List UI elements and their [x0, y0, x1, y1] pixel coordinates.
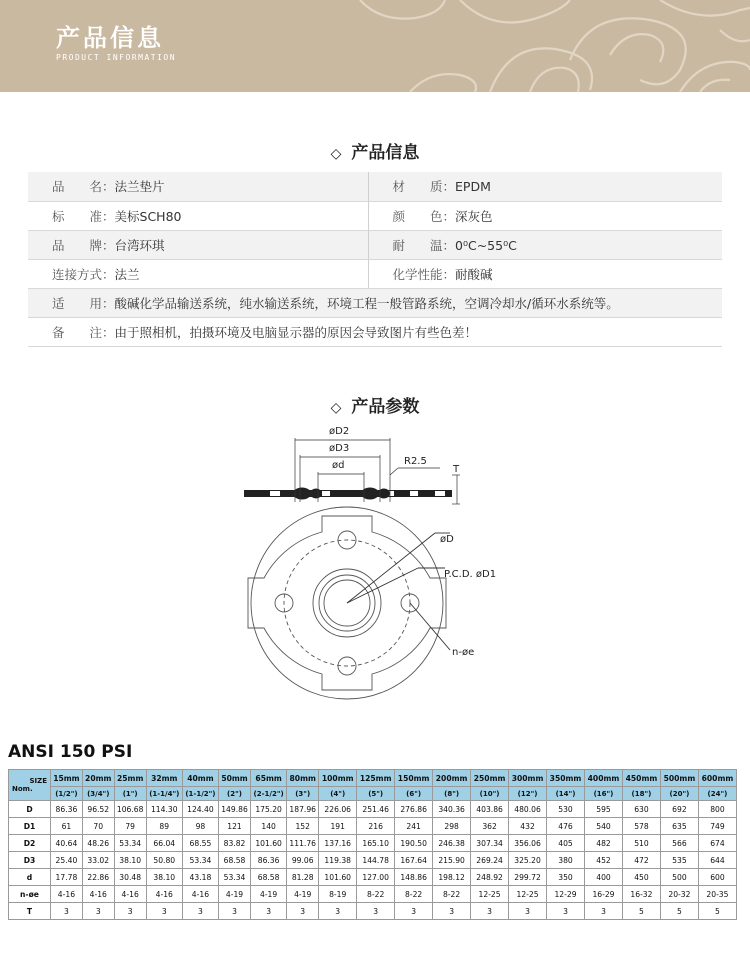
spec-cell: 8-22 — [357, 886, 395, 903]
spec-cell: 17.78 — [51, 869, 83, 886]
spec-cell: 307.34 — [471, 835, 509, 852]
product-info-table — [28, 172, 722, 347]
spec-cell: 12-29 — [547, 886, 585, 903]
spec-cell: 3 — [182, 903, 218, 920]
spec-cell: 53.34 — [182, 852, 218, 869]
spec-cell: 96.52 — [82, 801, 114, 818]
spec-cell: 106.68 — [114, 801, 146, 818]
size-mm-header: 500mm — [660, 770, 698, 787]
note-label: 备 注： — [52, 324, 115, 340]
spec-cell: 4-16 — [82, 886, 114, 903]
spec-cell: 692 — [660, 801, 698, 818]
spec-cell: 121 — [219, 818, 251, 835]
spec-cell: 578 — [622, 818, 660, 835]
spec-cell: 187.96 — [287, 801, 319, 818]
spec-cell: 8-22 — [395, 886, 433, 903]
spec-cell: 175.20 — [251, 801, 287, 818]
spec-cell: 4-16 — [114, 886, 146, 903]
spec-cell: 68.55 — [182, 835, 218, 852]
spec-cell: 644 — [698, 852, 736, 869]
info-row-usage — [28, 288, 722, 317]
param-heading-text: 产品参数 — [351, 397, 420, 417]
gasket-profile — [244, 488, 452, 500]
spec-cell: 191 — [319, 818, 357, 835]
spec-cell: 215.90 — [433, 852, 471, 869]
size-in-header: (14") — [547, 787, 585, 801]
spec-cell: 482 — [585, 835, 623, 852]
spec-row-label: n-øe — [9, 886, 51, 903]
spec-cell: 68.58 — [219, 852, 251, 869]
label-r: R2.5 — [404, 456, 427, 467]
size-mm-header: 150mm — [395, 770, 433, 787]
label-t: T — [453, 464, 460, 475]
size-mm-header: 250mm — [471, 770, 509, 787]
info-value: 美标SCH80 — [114, 208, 182, 224]
spec-cell: 4-19 — [251, 886, 287, 903]
size-mm-header: 450mm — [622, 770, 660, 787]
size-in-header: (16") — [585, 787, 623, 801]
spec-cell: 114.30 — [146, 801, 182, 818]
spec-row — [9, 818, 737, 835]
info-value: 耐酸碱 — [455, 266, 493, 282]
spec-cell: 472 — [622, 852, 660, 869]
spec-cell: 8-19 — [319, 886, 357, 903]
spec-row-label: D1 — [9, 818, 51, 835]
info-heading — [0, 138, 750, 163]
spec-cell: 299.72 — [509, 869, 547, 886]
spec-cell: 3 — [51, 903, 83, 920]
spec-cell: 16-29 — [585, 886, 623, 903]
spec-cell: 450 — [622, 869, 660, 886]
size-mm-header: 15mm — [51, 770, 83, 787]
size-mm-header: 200mm — [433, 770, 471, 787]
size-mm-header: 40mm — [182, 770, 218, 787]
banner-title: 产品信息 — [56, 24, 164, 52]
gasket-front-view — [248, 507, 450, 699]
size-in-header: (1-1/4") — [146, 787, 182, 801]
spec-row — [9, 886, 737, 903]
spec-cell: 25.40 — [51, 852, 83, 869]
spec-cell: 3 — [82, 903, 114, 920]
label-d3: øD3 — [329, 443, 350, 454]
spec-cell: 226.06 — [319, 801, 357, 818]
banner-subtitle: PRODUCT INFORMATION — [56, 53, 177, 62]
spec-cell: 148.86 — [395, 869, 433, 886]
size-in-header: (2") — [219, 787, 251, 801]
spec-cell: 248.92 — [471, 869, 509, 886]
spec-cell: 20-35 — [698, 886, 736, 903]
spec-cell: 167.64 — [395, 852, 433, 869]
size-in-header: (1/2") — [51, 787, 83, 801]
spec-cell: 476 — [547, 818, 585, 835]
size-mm-header: 25mm — [114, 770, 146, 787]
spec-cell: 405 — [547, 835, 585, 852]
spec-cell: 119.38 — [319, 852, 357, 869]
spec-cell: 5 — [622, 903, 660, 920]
spec-cell: 400 — [585, 869, 623, 886]
spec-cell: 83.82 — [219, 835, 251, 852]
spec-table — [8, 769, 737, 920]
gasket-diagram — [240, 420, 497, 742]
info-label: 颜 色： — [392, 208, 456, 224]
info-heading-text: 产品信息 — [351, 143, 420, 163]
info-value: 法兰垫片 — [114, 179, 165, 195]
cloud-pattern-icon — [230, 0, 750, 92]
spec-cell: 241 — [395, 818, 433, 835]
info-label: 材 质： — [392, 179, 456, 195]
corner-nom: Nom. — [12, 785, 33, 793]
spec-cell: 89 — [146, 818, 182, 835]
spec-cell: 140 — [251, 818, 287, 835]
spec-cell: 3 — [319, 903, 357, 920]
size-mm-header: 32mm — [146, 770, 182, 787]
info-label: 品 名： — [52, 179, 115, 195]
spec-cell: 600 — [698, 869, 736, 886]
spec-cell: 510 — [622, 835, 660, 852]
spec-cell: 190.50 — [395, 835, 433, 852]
spec-cell: 3 — [395, 903, 433, 920]
size-in-header: (24") — [698, 787, 736, 801]
spec-cell: 101.60 — [319, 869, 357, 886]
spec-cell: 350 — [547, 869, 585, 886]
spec-cell: 20-32 — [660, 886, 698, 903]
spec-row-label: D — [9, 801, 51, 818]
size-in-header: (12") — [509, 787, 547, 801]
note-value: 由于照相机，拍摄环境及电脑显示器的原因会导致图片有些色差！ — [114, 324, 478, 340]
size-mm-header: 20mm — [82, 770, 114, 787]
spec-cell: 566 — [660, 835, 698, 852]
spec-cell: 8-22 — [433, 886, 471, 903]
spec-cell: 61 — [51, 818, 83, 835]
size-in-header: (2-1/2") — [251, 787, 287, 801]
spec-cell: 340.36 — [433, 801, 471, 818]
spec-cell: 127.00 — [357, 869, 395, 886]
spec-row — [9, 801, 737, 818]
spec-cell: 3 — [146, 903, 182, 920]
size-in-header: (20") — [660, 787, 698, 801]
spec-cell: 12-25 — [471, 886, 509, 903]
spec-cell: 40.64 — [51, 835, 83, 852]
spec-cell: 111.76 — [287, 835, 319, 852]
spec-cell: 38.10 — [114, 852, 146, 869]
label-outer-d: øD — [440, 534, 454, 545]
size-in-header: (18") — [622, 787, 660, 801]
spec-cell: 540 — [585, 818, 623, 835]
spec-cell: 246.38 — [433, 835, 471, 852]
info-row — [28, 201, 722, 230]
info-value: EPDM — [455, 179, 491, 195]
spec-cell: 50.80 — [146, 852, 182, 869]
spec-header-in — [9, 787, 737, 801]
size-mm-header: 600mm — [698, 770, 736, 787]
usage-value: 酸碱化学品输送系统，纯水输送系统，环境工程一般管路系统，空调冷却水/循环水系统等。 — [114, 295, 619, 311]
size-in-header: (5") — [357, 787, 395, 801]
info-label: 标 准： — [52, 208, 115, 224]
size-in-header: (3") — [287, 787, 319, 801]
spec-cell: 30.48 — [114, 869, 146, 886]
spec-cell: 3 — [471, 903, 509, 920]
diamond-icon: ◇ — [330, 146, 342, 162]
spec-row-label: d — [9, 869, 51, 886]
spec-cell: 98 — [182, 818, 218, 835]
spec-cell: 144.78 — [357, 852, 395, 869]
spec-cell: 595 — [585, 801, 623, 818]
spec-cell: 4-16 — [182, 886, 218, 903]
spec-header-mm — [9, 770, 737, 787]
spec-cell: 68.58 — [251, 869, 287, 886]
spec-cell: 198.12 — [433, 869, 471, 886]
info-value: 台湾环琪 — [114, 237, 165, 253]
spec-cell: 149.86 — [219, 801, 251, 818]
size-mm-header: 50mm — [219, 770, 251, 787]
spec-cell: 674 — [698, 835, 736, 852]
size-in-header: (3/4") — [82, 787, 114, 801]
spec-cell: 86.36 — [251, 852, 287, 869]
label-d2: øD2 — [329, 426, 350, 437]
spec-row-label: D3 — [9, 852, 51, 869]
info-value: 法兰 — [114, 266, 140, 282]
spec-row-label: T — [9, 903, 51, 920]
info-value: 深灰色 — [455, 208, 493, 224]
info-row — [28, 230, 722, 259]
size-in-header: (6") — [395, 787, 433, 801]
size-in-header: (1-1/2") — [182, 787, 218, 801]
spec-cell: 749 — [698, 818, 736, 835]
size-mm-header: 400mm — [585, 770, 623, 787]
spec-cell: 500 — [660, 869, 698, 886]
spec-cell: 800 — [698, 801, 736, 818]
info-label: 耐 温： — [392, 237, 456, 253]
spec-cell: 3 — [585, 903, 623, 920]
spec-cell: 81.28 — [287, 869, 319, 886]
spec-cell: 3 — [251, 903, 287, 920]
info-row-note — [28, 317, 722, 346]
spec-cell: 380 — [547, 852, 585, 869]
spec-cell: 3 — [287, 903, 319, 920]
spec-cell: 99.06 — [287, 852, 319, 869]
spec-cell: 3 — [357, 903, 395, 920]
spec-cell: 124.40 — [182, 801, 218, 818]
spec-cell: 66.04 — [146, 835, 182, 852]
spec-cell: 101.60 — [251, 835, 287, 852]
spec-cell: 3 — [114, 903, 146, 920]
spec-cell: 70 — [82, 818, 114, 835]
spec-cell: 5 — [660, 903, 698, 920]
spec-cell: 165.10 — [357, 835, 395, 852]
size-in-header: (4") — [319, 787, 357, 801]
spec-cell: 298 — [433, 818, 471, 835]
spec-cell: 3 — [547, 903, 585, 920]
spec-cell: 630 — [622, 801, 660, 818]
spec-cell: 452 — [585, 852, 623, 869]
spec-cell: 43.18 — [182, 869, 218, 886]
spec-row — [9, 869, 737, 886]
spec-cell: 3 — [509, 903, 547, 920]
size-mm-header: 80mm — [287, 770, 319, 787]
spec-cell: 86.36 — [51, 801, 83, 818]
spec-cell: 276.86 — [395, 801, 433, 818]
spec-cell: 22.86 — [82, 869, 114, 886]
header-banner — [0, 0, 750, 92]
size-in-header: (8") — [433, 787, 471, 801]
spec-cell: 48.26 — [82, 835, 114, 852]
spec-cell: 480.06 — [509, 801, 547, 818]
spec-cell: 216 — [357, 818, 395, 835]
spec-cell: 432 — [509, 818, 547, 835]
info-value: 0⁰C~55⁰C — [455, 237, 517, 253]
info-row — [28, 259, 722, 288]
spec-cell: 53.34 — [219, 869, 251, 886]
spec-corner — [9, 770, 51, 801]
label-pcd: P.C.D. øD1 — [444, 569, 497, 580]
spec-cell: 356.06 — [509, 835, 547, 852]
info-label: 连接方式： — [52, 266, 115, 282]
spec-cell: 325.20 — [509, 852, 547, 869]
spec-cell: 38.10 — [146, 869, 182, 886]
spec-cell: 269.24 — [471, 852, 509, 869]
spec-cell: 16-32 — [622, 886, 660, 903]
spec-cell: 635 — [660, 818, 698, 835]
spec-cell: 535 — [660, 852, 698, 869]
spec-cell: 5 — [698, 903, 736, 920]
size-mm-header: 125mm — [357, 770, 395, 787]
corner-size: SIZE — [29, 777, 47, 785]
spec-cell: 137.16 — [319, 835, 357, 852]
spec-cell: 79 — [114, 818, 146, 835]
spec-row — [9, 835, 737, 852]
spec-row — [9, 852, 737, 869]
size-mm-header: 100mm — [319, 770, 357, 787]
label-holes: n-øe — [452, 647, 475, 658]
spec-cell: 4-16 — [146, 886, 182, 903]
spec-row — [9, 903, 737, 920]
spec-cell: 4-19 — [287, 886, 319, 903]
size-mm-header: 350mm — [547, 770, 585, 787]
size-in-header: (10") — [471, 787, 509, 801]
spec-cell: 12-25 — [509, 886, 547, 903]
info-label: 化学性能： — [392, 266, 456, 282]
spec-cell: 403.86 — [471, 801, 509, 818]
info-row — [28, 172, 722, 201]
param-heading — [0, 392, 750, 417]
spec-row-label: D2 — [9, 835, 51, 852]
spec-cell: 3 — [219, 903, 251, 920]
spec-cell: 4-19 — [219, 886, 251, 903]
spec-cell: 362 — [471, 818, 509, 835]
spec-title: ANSI 150 PSI — [8, 742, 133, 762]
info-label: 品 牌： — [52, 237, 115, 253]
spec-cell: 530 — [547, 801, 585, 818]
spec-cell: 251.46 — [357, 801, 395, 818]
size-mm-header: 300mm — [509, 770, 547, 787]
usage-label: 适 用： — [52, 295, 115, 311]
spec-cell: 3 — [433, 903, 471, 920]
spec-cell: 53.34 — [114, 835, 146, 852]
spec-cell: 152 — [287, 818, 319, 835]
size-mm-header: 65mm — [251, 770, 287, 787]
label-d: ød — [332, 460, 345, 471]
spec-cell: 4-16 — [51, 886, 83, 903]
diamond-icon: ◇ — [330, 400, 342, 416]
size-in-header: (1") — [114, 787, 146, 801]
spec-cell: 33.02 — [82, 852, 114, 869]
